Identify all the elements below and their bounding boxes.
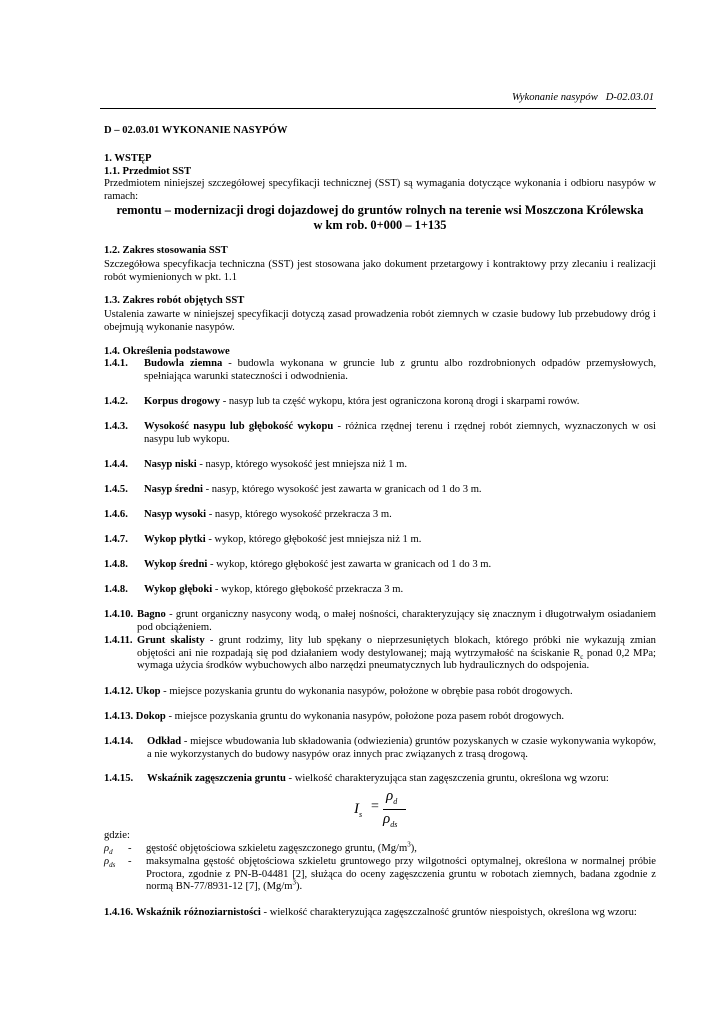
def-text: - nasyp lub ta część wykopu, która jest ograniczona koroną drogi i skarpami rowów. xyxy=(220,396,580,407)
def-term: Wykop głęboki xyxy=(144,584,213,595)
project-line-2: w km rob. 0+000 – 1+135 xyxy=(313,218,447,233)
where-label: gdzie: xyxy=(104,830,130,841)
definition-item xyxy=(104,459,656,472)
def-term: Grunt skalisty xyxy=(137,635,205,646)
section-1-3-title: 1.3. Zakres robót objętych SST xyxy=(104,295,245,306)
running-header xyxy=(512,92,654,105)
def-number: 1.4.5. xyxy=(104,484,128,495)
header-divider xyxy=(100,108,656,109)
def-number: 1.4.15. xyxy=(104,773,134,784)
definition-item xyxy=(104,584,656,597)
def-text: - wielkość charakteryzująca zagęszczalność gruntów niespoistych, określona wg wzoru: xyxy=(260,907,637,918)
def-number: 1.4.11. xyxy=(104,635,133,646)
def-text-cont: ponad 0,2 MPa; wymaga użycia środków wybuchowych albo narzędzi pneumatycznych lub hydraulicznych do odspojenia. xyxy=(137,647,656,672)
definition-item xyxy=(104,509,656,522)
def-term: Nasyp wysoki xyxy=(144,509,207,520)
symbol-desc: maksymalna gęstość objętościowa szkieletu gruntowego przy wilgotności optymalnej, określona w normalnej próbie Proctora, zgodnie z PN-B-04481 [2], służąca do oceny zagęszczenia gruntu w robotach ziemnych, badana zgodnie z normą BN-77/8931-12 [7], $(Mg/m^3)$. xyxy=(146,856,656,893)
definition-item xyxy=(104,358,656,383)
definition-item xyxy=(104,534,656,547)
def-subscript: c xyxy=(580,652,584,661)
section-1-title: 1. WSTĘP xyxy=(104,153,152,164)
definition-item xyxy=(104,686,656,699)
def-number: 1.4.1. xyxy=(104,358,128,369)
section-1-3-text: Ustalenia zawarte w niniejszej specyfikacji dotyczą zasad prowadzenia robót ziemnych w czasie budowy lub przebudowy dróg i obejmują wykonanie nasypów. xyxy=(104,308,656,334)
def-term: Wykop średni xyxy=(144,559,208,570)
formula-equals: = xyxy=(371,799,379,814)
header-code: D-02.03.01 xyxy=(605,92,654,103)
def-number: 1.4.6. xyxy=(104,509,128,520)
def-text: - miejsce pozyskania gruntu do wykonania nasypów, położone poza pasem robót drogowych. xyxy=(165,711,565,722)
def-text: - miejsce wbudowania lub składowania (odwiezienia) gruntów pozyskanych w czasie wykonywania wykopów, a nie wykorzystanych do budowy nasypów oraz innych prac związanych z trasą drogową. xyxy=(147,736,656,760)
definition-item xyxy=(104,773,656,786)
symbol-row xyxy=(104,856,656,896)
definition-item xyxy=(104,907,656,920)
formula-lhs: $I_s$ xyxy=(354,801,363,819)
section-1-2-title: 1.2. Zakres stosowania SST xyxy=(104,245,228,256)
symbol-dash: - xyxy=(128,856,132,867)
def-number: 1.4.10. xyxy=(104,609,134,620)
def-term: Odkład xyxy=(147,736,182,747)
definition-item xyxy=(104,711,656,724)
def-term: Budowla ziemna xyxy=(144,358,223,369)
def-text: - nasyp, którego wysokość jest mniejsza niż 1 m. xyxy=(196,459,408,470)
def-term: Nasyp niski xyxy=(144,459,197,470)
section-1-3 xyxy=(104,295,656,335)
symbol: $\rho_{ds}$ xyxy=(104,856,116,870)
section-1-2 xyxy=(104,245,656,285)
section-1-4-title: 1.4. Określenia podstawowe xyxy=(104,346,230,357)
formula-denominator: $\rho_{ds}$ xyxy=(383,811,398,829)
def-term: Nasyp średni xyxy=(144,484,203,495)
def-term: Wysokość nasypu lub głębokość wykopu xyxy=(144,421,334,432)
def-number: 1.4.12. xyxy=(104,686,134,697)
def-term: Bagno xyxy=(137,609,166,620)
def-term: Dokop xyxy=(135,711,166,722)
def-number: 1.4.13. xyxy=(104,711,134,722)
symbol-row xyxy=(104,840,656,857)
def-number: 1.4.4. xyxy=(104,459,128,470)
header-title: Wykonanie nasypów xyxy=(511,92,598,103)
doc-title: D – 02.03.01 WYKONANIE NASYPÓW xyxy=(104,125,288,136)
symbol-dash: - xyxy=(128,843,132,854)
def-text: - nasyp, którego wysokość jest zawarta w granicach od 1 do 3 m. xyxy=(202,484,482,495)
section-1-2-text: Szczegółowa specyfikacja techniczna (SST) jest stosowana jako dokument przetargowy i kontraktowy przy zlecaniu i realizacji robót wymienionych w pkt. 1.1 xyxy=(104,258,656,284)
def-number: 1.4.8. xyxy=(104,559,128,570)
def-text: - różnica rzędnej terenu i rzędnej robót ziemnych, wyznaczonych w osi nasypu lub wykopu. xyxy=(144,421,656,445)
definition-item xyxy=(104,559,656,572)
formula-numerator: $\rho_d$ xyxy=(386,788,398,806)
project-line-1: remontu – modernizacji drogi dojazdowej do gruntów rolnych na terenie wsi Moszczona Królewska xyxy=(116,203,644,218)
def-text: - grunt organiczny nasycony wodą, o małej nośności, charakteryzujący się znacznym i długotrwałym osiadaniem pod obciążeniem. xyxy=(137,609,656,633)
def-number: 1.4.7. xyxy=(104,534,128,545)
def-number: 1.4.8. xyxy=(104,584,128,595)
def-text: - wykop, którego głębokość przekracza 3 m. xyxy=(212,584,404,595)
def-text: - miejsce pozyskania gruntu do wykonania nasypów, położone w obrębie pasa robót drogowych. xyxy=(160,686,573,697)
def-text: - grunt rodzimy, lity lub spękany o nieprzesuniętych blokach, którego próbki nie wykazują zmian objętości ani nie rozpadają się pod działaniem wody destylowanej; mają wytrzymałość na ściskanie R xyxy=(137,635,656,659)
def-number: 1.4.3. xyxy=(104,421,128,432)
def-text: - wielkość charakteryzująca stan zagęszczenia gruntu, określona wg wzoru: xyxy=(285,773,609,784)
fraction-bar xyxy=(383,809,406,810)
section-1-1-text: Przedmiotem niniejszej szczegółowej specyfikacji technicznej (SST) są wymagania dotyczące wykonania i odbioru nasypów w ramach: xyxy=(104,178,656,202)
def-text: - wykop, którego głębokość jest mniejsza niż 1 m. xyxy=(205,534,422,545)
definition-item xyxy=(104,609,656,634)
def-term: Korpus drogowy xyxy=(144,396,221,407)
def-text: - budowla wykonana w gruncie lub z gruntu albo rozdrobnionych odpadów przemysłowych, spełniająca warunki stateczności i odwodnienia. xyxy=(144,358,656,382)
definition-item xyxy=(104,484,656,497)
def-term: Wykop płytki xyxy=(144,534,206,545)
def-number: 1.4.16. xyxy=(104,907,134,918)
definition-item xyxy=(104,396,656,409)
definition-item xyxy=(104,635,656,673)
section-1-1-title: 1.1. Przedmiot SST xyxy=(104,165,192,177)
section-1 xyxy=(104,153,656,233)
def-term: Ukop xyxy=(135,686,161,697)
def-number: 1.4.14. xyxy=(104,736,134,747)
def-term: Wskaźnik różnoziarnistości xyxy=(135,907,261,918)
def-number: 1.4.2. xyxy=(104,396,128,407)
symbol: $\rho_d$ xyxy=(104,843,113,857)
def-text: - nasyp, którego wysokość przekracza 3 m. xyxy=(206,509,392,520)
definition-item xyxy=(104,736,656,761)
def-term: Wskaźnik zagęszczenia gruntu xyxy=(147,773,286,784)
symbol-desc: gęstość objętościowa szkieletu zagęszczonego gruntu, $(Mg/m^3)$, xyxy=(146,840,417,854)
definition-item xyxy=(104,421,656,446)
def-text: - wykop, którego głębokość jest zawarta w granicach od 1 do 3 m. xyxy=(207,559,492,570)
